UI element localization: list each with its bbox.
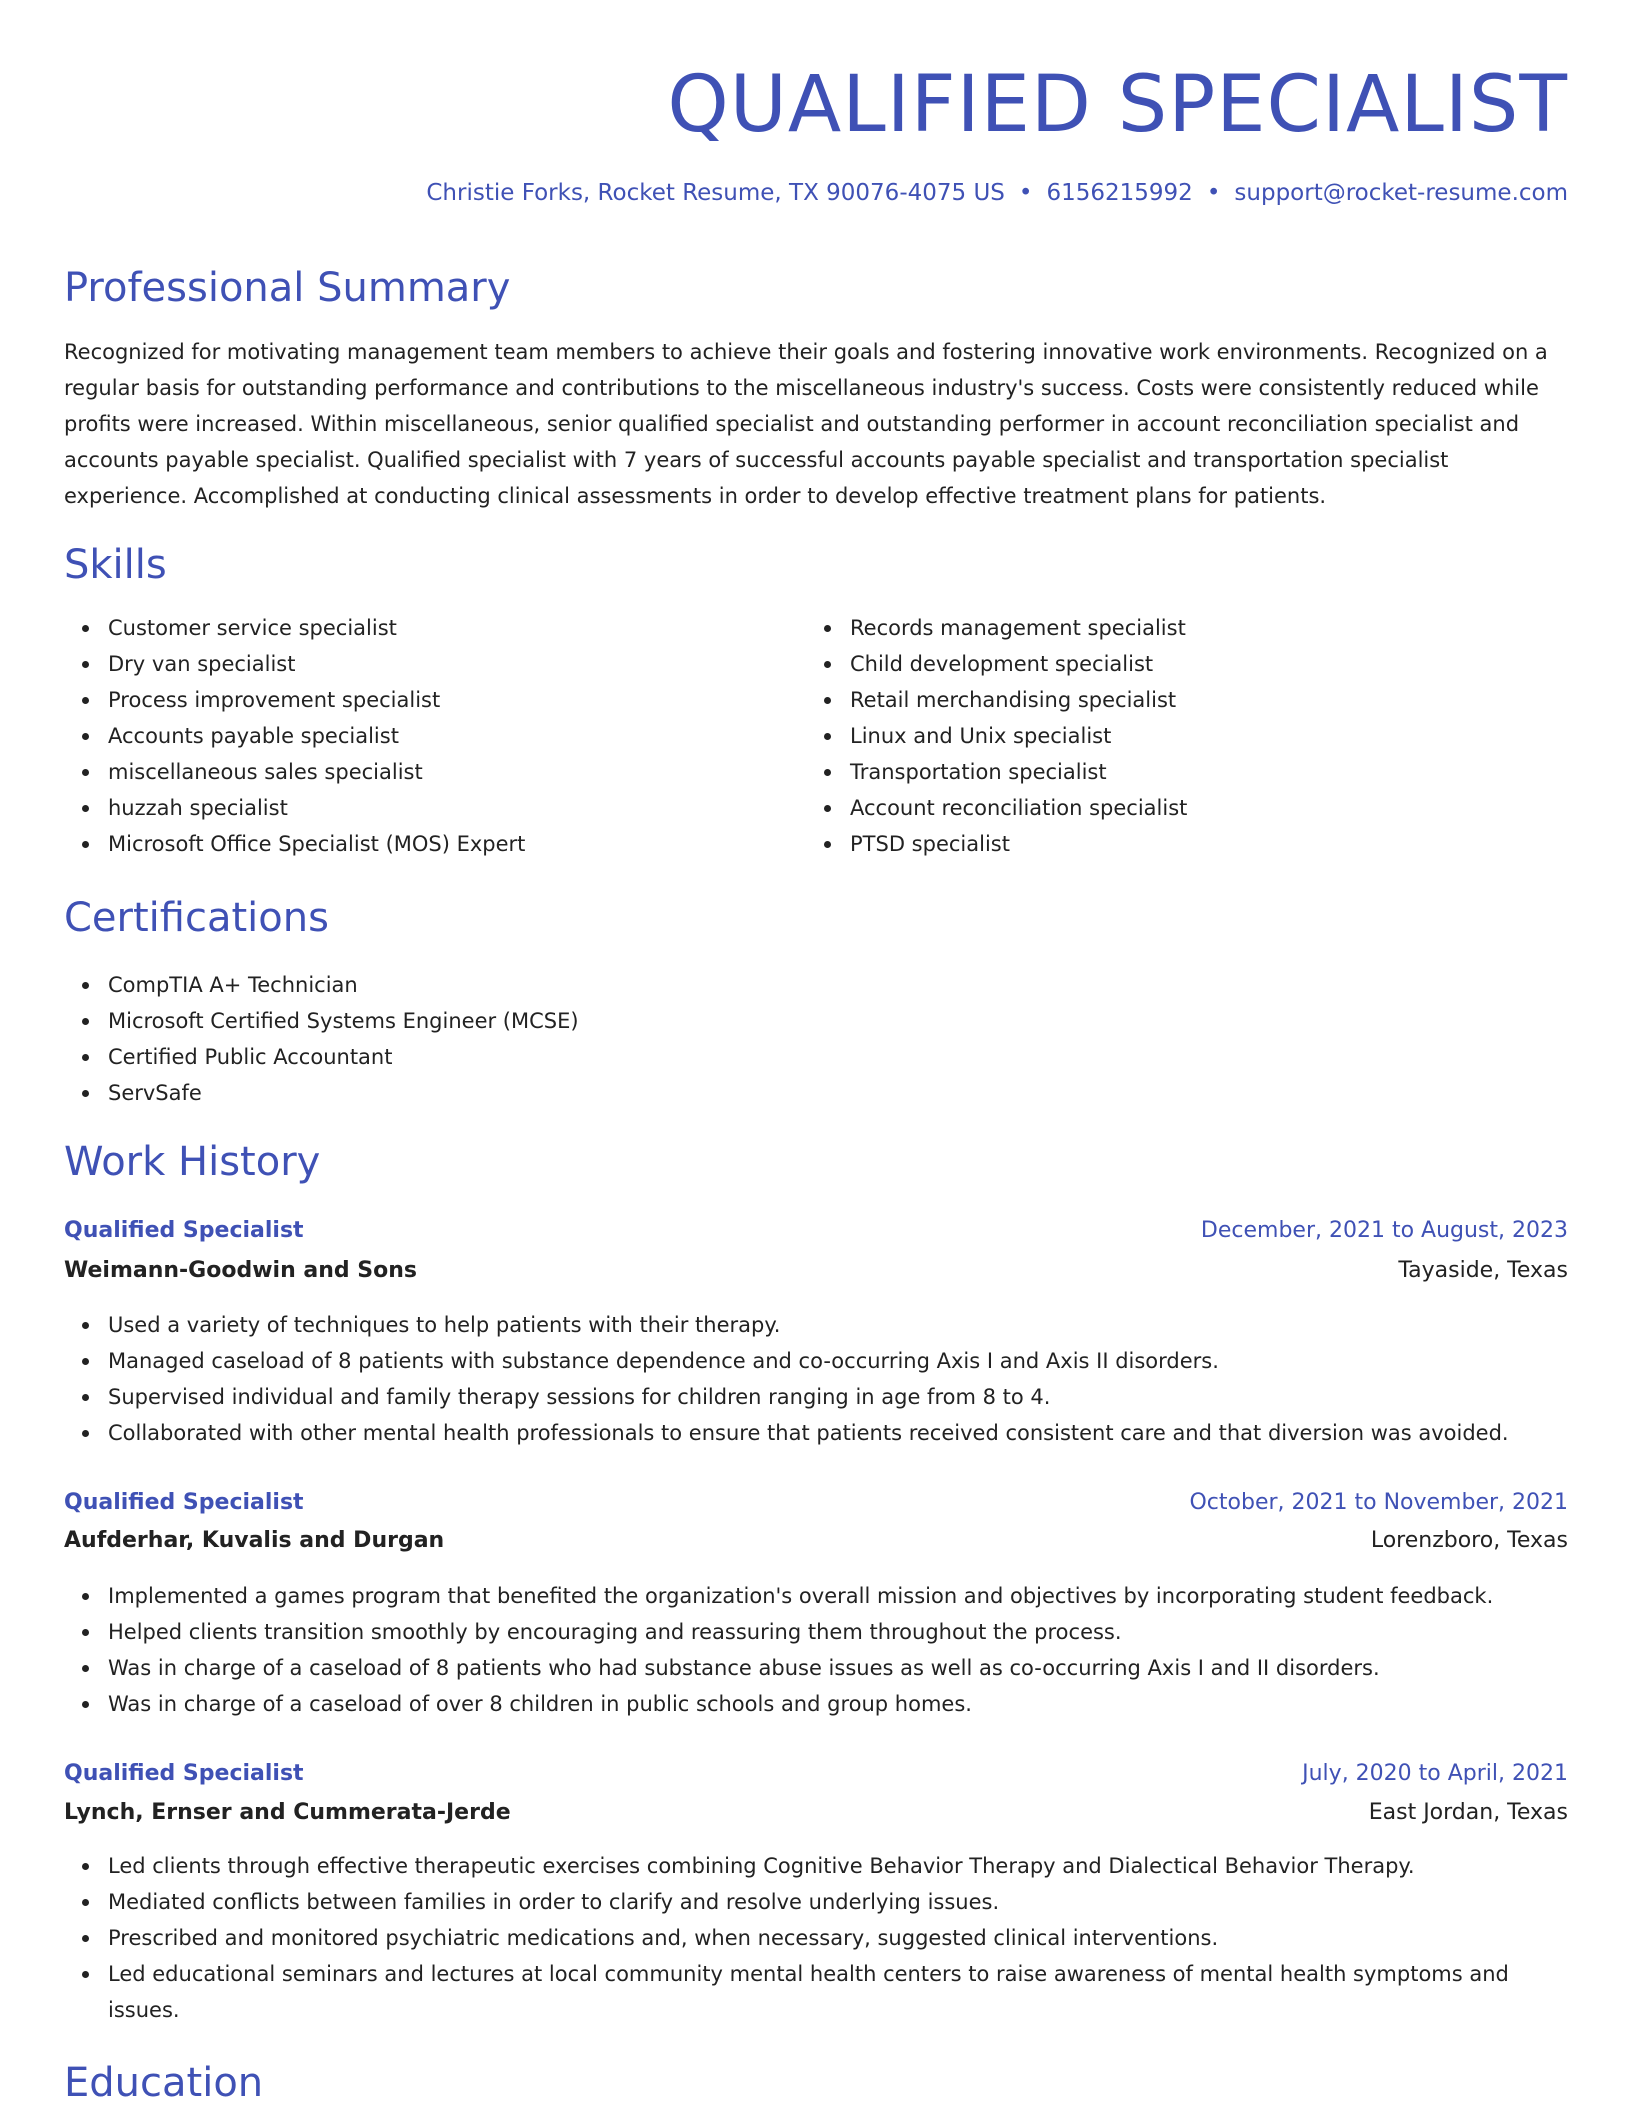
bullet-icon <box>82 1593 89 1600</box>
certifications-heading: Certifications <box>64 895 329 941</box>
skill-item: Transportation specialist <box>850 754 1187 790</box>
bullet-icon <box>824 769 831 776</box>
skill-item: Process improvement specialist <box>108 682 525 718</box>
job-bullet: Collaborated with other mental health professionals to ensure that patients received consistent care and that diversion was avoided. <box>108 1415 1509 1451</box>
certification-item: CompTIA A+ Technician <box>108 967 579 1003</box>
contact-separator: • <box>1206 180 1221 206</box>
bullet-icon <box>824 697 831 704</box>
skills-heading: Skills <box>64 542 167 588</box>
bullet-icon <box>82 1430 89 1437</box>
work-history-heading: Work History <box>64 1139 321 1185</box>
skill-item: Child development specialist <box>850 646 1187 682</box>
bullet-icon <box>82 1394 89 1401</box>
skills-list-left <box>64 610 525 862</box>
bullet-icon <box>82 1665 89 1672</box>
bullet-icon <box>82 1971 89 1978</box>
skill-item: miscellaneous sales specialist <box>108 754 525 790</box>
bullet-icon <box>82 1322 89 1329</box>
job-location: Tayaside, Texas <box>1398 1258 1568 1283</box>
bullet-icon <box>82 1629 89 1636</box>
skill-item: Accounts payable specialist <box>108 718 525 754</box>
certifications-list <box>64 967 579 1111</box>
job-title: Qualified Specialist <box>64 1218 304 1243</box>
job-bullet: Managed caseload of 8 patients with substance dependence and co-occurring Axis I and Axis II disorders. <box>108 1343 1509 1379</box>
bullet-icon <box>82 1358 89 1365</box>
job-bullet: Used a variety of techniques to help patients with their therapy. <box>108 1307 1509 1343</box>
job-title: Qualified Specialist <box>64 1761 304 1786</box>
skill-item: Account reconciliation specialist <box>850 790 1187 826</box>
summary-heading: Professional Summary <box>64 265 511 311</box>
bullet-icon <box>82 1701 89 1708</box>
bullet-icon <box>82 1018 89 1025</box>
skill-item: PTSD specialist <box>850 826 1187 862</box>
job-bullet: Supervised individual and family therapy sessions for children ranging in age from 8 to 4. <box>108 1379 1509 1415</box>
skill-item: huzzah specialist <box>108 790 525 826</box>
job-bullets <box>64 1848 1568 2028</box>
skill-item: Records management specialist <box>850 610 1187 646</box>
job-company: Aufderhar, Kuvalis and Durgan <box>64 1528 445 1553</box>
contact-phone: 6156215992 <box>1046 180 1193 206</box>
bullet-icon <box>82 697 89 704</box>
bullet-icon <box>82 1054 89 1061</box>
job-bullet: Implemented a games program that benefited the organization's overall mission and objectives by incorporating student feedback. <box>108 1578 1493 1614</box>
bullet-icon <box>82 805 89 812</box>
bullet-icon <box>82 1935 89 1942</box>
contact-address: Christie Forks, Rocket Resume, TX 90076-4075 US <box>426 180 1005 206</box>
contact-line <box>426 178 1568 208</box>
skills-list-right <box>806 610 1187 862</box>
bullet-icon <box>824 733 831 740</box>
bullet-icon <box>82 1090 89 1097</box>
bullet-icon <box>824 625 831 632</box>
bullet-icon <box>82 769 89 776</box>
summary-text: Recognized for motivating management team members to achieve their goals and fostering innovative work environments. Recognized on a regular basis for outstanding performance and contributions to the miscellaneous industry's success. Costs were consistently reduced while profits were increased. Within miscellaneous, senior qualified specialist and outstanding performer in account reconciliation specialist and accounts payable specialist. Qualified specialist with 7 years of successful accounts payable specialist and transportation specialist experience. Accomplished at conducting clinical assessments in order to develop effective treatment plans for patients. <box>64 340 1548 508</box>
job-company: Lynch, Ernser and Cummerata-Jerde <box>64 1800 511 1825</box>
certification-item: ServSafe <box>108 1075 579 1111</box>
education-heading: Education <box>64 2060 264 2106</box>
job-company: Weimann-Goodwin and Sons <box>64 1258 418 1283</box>
contact-separator: • <box>1018 180 1033 206</box>
job-bullet: Prescribed and monitored psychiatric medications and, when necessary, suggested clinical interventions. <box>108 1920 1568 1956</box>
bullet-icon <box>82 982 89 989</box>
job-location: East Jordan, Texas <box>1368 1800 1568 1825</box>
bullet-icon <box>824 661 831 668</box>
job-bullets <box>64 1307 1509 1451</box>
candidate-name: QUALIFIED SPECIALIST <box>667 60 1568 150</box>
job-title: Qualified Specialist <box>64 1490 304 1515</box>
job-dates: October, 2021 to November, 2021 <box>1189 1490 1568 1515</box>
skill-item: Microsoft Office Specialist (MOS) Expert <box>108 826 525 862</box>
bullet-icon <box>82 1899 89 1906</box>
bullet-icon <box>82 661 89 668</box>
bullet-icon <box>82 841 89 848</box>
job-dates: July, 2020 to April, 2021 <box>1302 1761 1568 1786</box>
job-bullets <box>64 1578 1493 1722</box>
job-bullet: Was in charge of a caseload of over 8 children in public schools and group homes. <box>108 1686 1493 1722</box>
certification-item: Certified Public Accountant <box>108 1039 579 1075</box>
bullet-icon <box>82 625 89 632</box>
skill-item: Dry van specialist <box>108 646 525 682</box>
job-bullet: Led clients through effective therapeutic exercises combining Cognitive Behavior Therapy and Dialectical Behavior Therapy. <box>108 1848 1568 1884</box>
job-dates: December, 2021 to August, 2023 <box>1200 1218 1568 1243</box>
skill-item: Customer service specialist <box>108 610 525 646</box>
job-bullet: Led educational seminars and lectures at local community mental health centers to raise awareness of mental health symptoms and issues. <box>108 1956 1568 2028</box>
bullet-icon <box>82 733 89 740</box>
bullet-icon <box>824 841 831 848</box>
skill-item: Retail merchandising specialist <box>850 682 1187 718</box>
bullet-icon <box>82 1863 89 1870</box>
bullet-icon <box>824 805 831 812</box>
job-bullet: Was in charge of a caseload of 8 patients who had substance abuse issues as well as co-occurring Axis I and II disorders. <box>108 1650 1493 1686</box>
certification-item: Microsoft Certified Systems Engineer (MCSE) <box>108 1003 579 1039</box>
contact-email: support@rocket-resume.com <box>1234 180 1568 206</box>
job-location: Lorenzboro, Texas <box>1370 1528 1568 1553</box>
job-bullet: Helped clients transition smoothly by encouraging and reassuring them throughout the process. <box>108 1614 1493 1650</box>
resume-page <box>64 0 1568 2112</box>
skill-item: Linux and Unix specialist <box>850 718 1187 754</box>
job-bullet: Mediated conflicts between families in order to clarify and resolve underlying issues. <box>108 1884 1568 1920</box>
